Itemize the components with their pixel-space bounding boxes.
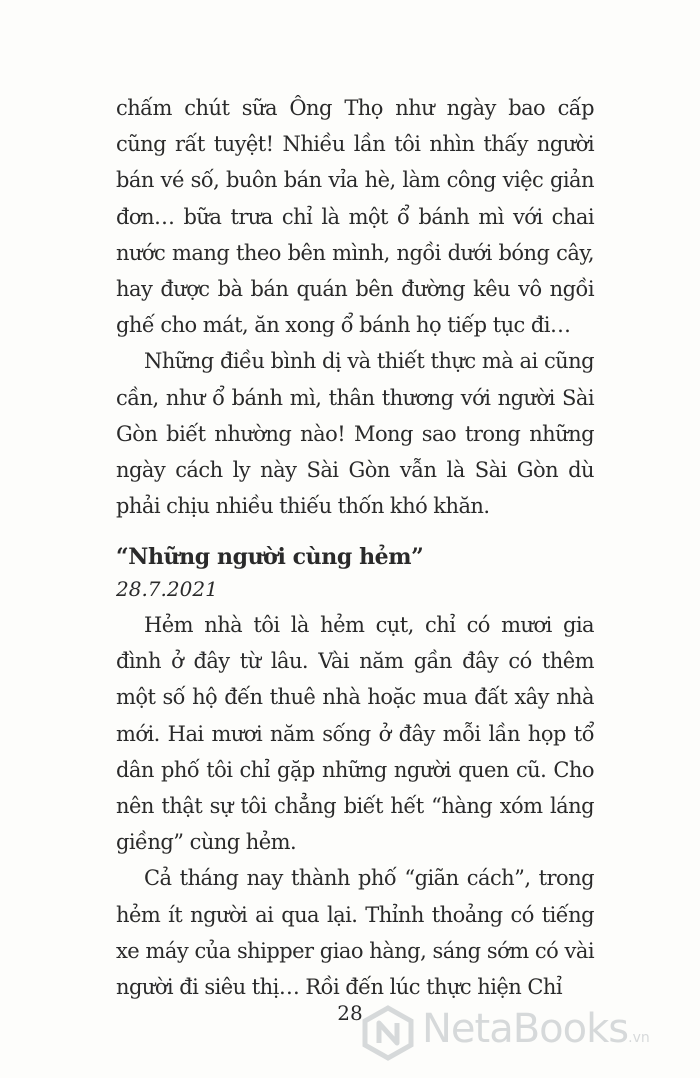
paragraph-2: Những điều bình dị và thiết thực mà ai cũng cần, như ổ bánh mì, thân thương với người Sài Gòn biết nhường nào! Mong sao trong những ngày cách ly này Sài Gòn vẫn là Sài Gòn dù phải chịu nhiều thiếu thốn khó khăn. xyxy=(116,349,594,519)
watermark-suffix: .vn xyxy=(628,1029,650,1046)
watermark-brand: NetaBooks xyxy=(422,1005,629,1052)
section-body xyxy=(116,607,594,1005)
watermark-text xyxy=(422,999,650,1068)
netabooks-logo-icon xyxy=(360,1005,416,1061)
watermark xyxy=(360,1003,690,1063)
section-date: 28.7.2021 xyxy=(116,577,218,601)
section-paragraph-2: Cả tháng nay thành phố “giãn cách”, trong hẻm ít người ai qua lại. Thỉnh thoảng có tiếng xe máy của shipper giao hàng, sáng sớm có vài người đi siêu thị… Rồi đến lúc thực hiện Chỉ xyxy=(116,866,594,1000)
section-title: “Những người cùng hẻm” xyxy=(116,544,424,570)
paragraph-1: chấm chút sữa Ông Thọ như ngày bao cấp cũng rất tuyệt! Nhiều lần tôi nhìn thấy người bán vé số, buôn bán vỉa hè, làm công việc giản đơn… bữa trưa chỉ là một ổ bánh mì với chai nước mang theo bên mình, ngồi dưới bóng cây, hay được bà bán quán bên đường kêu vô ngồi ghế cho mát, ăn xong ổ bánh họ tiếp tục đi… xyxy=(116,96,594,338)
page-number: 28 xyxy=(337,1001,363,1025)
section-paragraph-1: Hẻm nhà tôi là hẻm cụt, chỉ có mươi gia đình ở đây từ lâu. Vài năm gần đây có thêm một số hộ đến thuê nhà hoặc mua đất xây nhà mới. Hai mươi năm sống ở đây mỗi lần họp tổ dân phố tôi chỉ gặp những người quen cũ. Cho nên thật sự tôi chẳng biết hết “hàng xóm láng giềng” cùng hẻm. xyxy=(116,613,594,855)
page-body xyxy=(116,90,594,524)
